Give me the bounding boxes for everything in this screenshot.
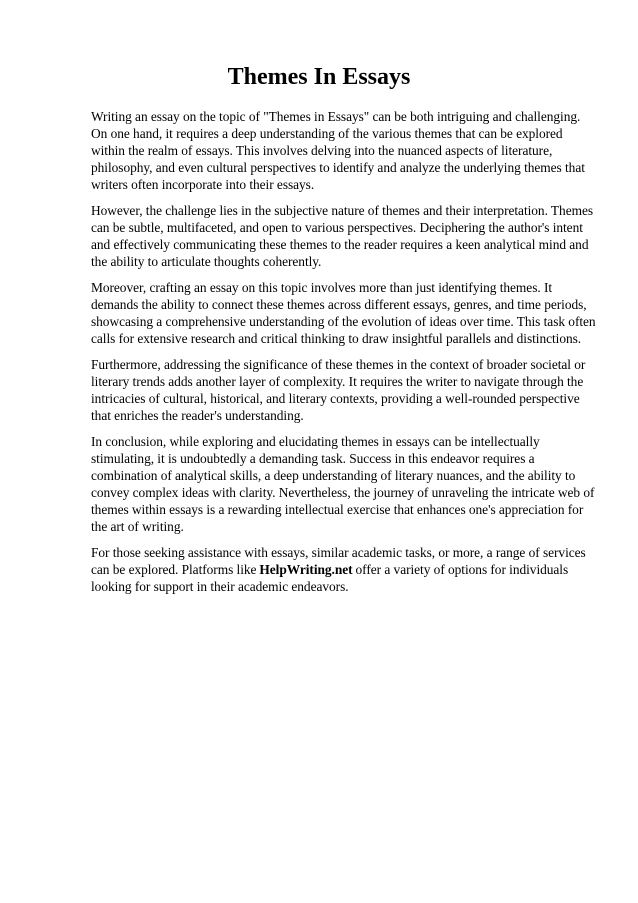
closing-text-after-link: offer a variety of options for individuals looking for support in their academic endeavors.: [91, 562, 569, 594]
paragraph-closing: [91, 544, 596, 595]
document-title: Themes In Essays: [227, 64, 411, 90]
helpwriting-link[interactable]: HelpWriting.net: [259, 562, 353, 577]
paragraph-conclusion: In conclusion, while exploring and elucidating themes in essays can be intellectually stimulating, it is undoubtedly a demanding task. Success in this endeavor requires a combination of analytical skills, a deep understanding of literary nuances, and the ability to convey complex ideas with clarity. Nevertheless, the journey of unraveling the intricate web of themes within essays is a rewarding intellectual exercise that enhances one's appreciation for the art of writing.: [91, 434, 595, 534]
paragraph-furthermore: Furthermore, addressing the significance of these themes in the context of broader societal or literary trends adds another layer of complexity. It requires the writer to navigate through the intricacies of cultural, historical, and literary contexts, providing a well-rounded perspective that enriches the reader's understanding.: [91, 357, 586, 423]
paragraph-intro: Writing an essay on the topic of "Themes in Essays" can be both intriguing and challenging. On one hand, it requires a deep understanding of the various themes that can be explored within the realm of essays. This involves delving into the nuanced aspects of literature, philosophy, and even cultural perspectives to identify and analyze the underlying themes that writers often incorporate into their essays.: [91, 109, 585, 192]
paragraph-challenge: However, the challenge lies in the subjective nature of themes and their interpretation. Themes can be subtle, multifaceted, and open to various perspectives. Deciphering the author's intent and effectively communicating these themes to the reader requires a keen analytical mind and the ability to articulate thoughts coherently.: [91, 203, 594, 269]
paragraph-moreover: Moreover, crafting an essay on this topic involves more than just identifying themes. It demands the ability to connect these themes across different essays, genres, and time periods, showcasing a comprehensive understanding of the evolution of ideas over time. This task often calls for extensive research and critical thinking to draw insightful parallels and distinctions.: [91, 280, 596, 346]
closing-text-before-link: For those seeking assistance with essays, similar academic tasks, or more, a range of services can be explored. Platforms like: [91, 545, 586, 577]
document-body: [91, 108, 596, 604]
